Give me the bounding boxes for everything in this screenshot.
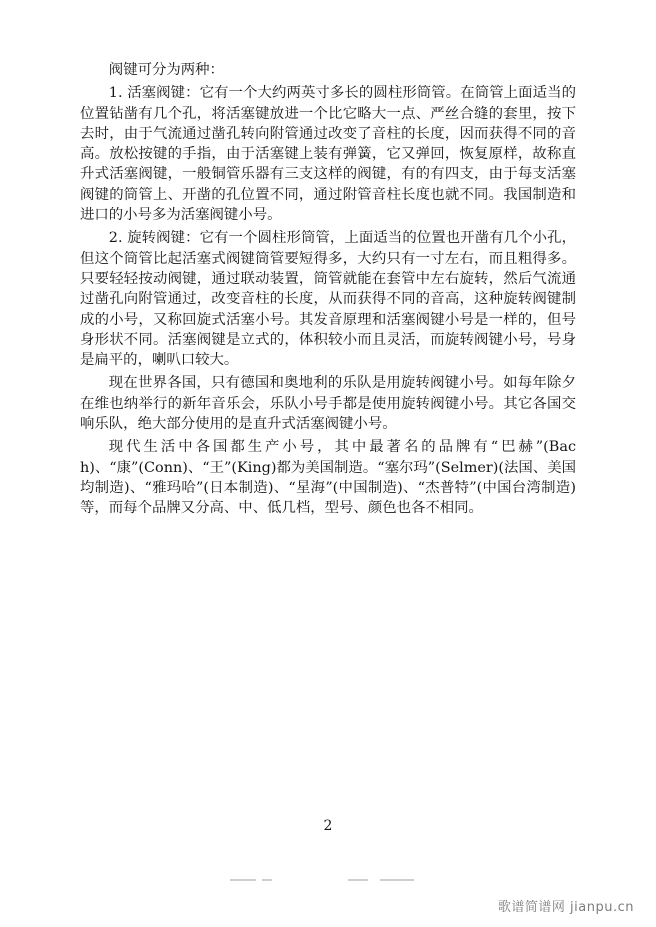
- rotary-valve-paragraph: 2. 旋转阀键：它有一个圆柱形筒管，上面适当的位置也开凿有几个小孔，但这个筒管比起活塞式阀键筒管要短得多，大约只有一寸左右，而且粗得多。只要轻轻按动阀键，通过联动装置，筒管就能在套管中左右旋转，然后气流通过凿孔向附管通过，改变音柱的长度，从而获得不同的音高，这种旋转阀键制成的小号，又称回旋式活塞小号。其发音原理和活塞阀键小号是一样的，但号身形状不同。活塞阀键是立式的，体积较小而且灵活，而旋转阀键小号，号身是扁平的，喇叭口较大。: [80, 230, 576, 369]
- brands-paragraph: 现代生活中各国都生产小号，其中最著名的品牌有“巴赫”(Bach)、“康”(Conn)、“王”(King)都为美国制造。“塞尔玛”(Selmer)(法国、美国均制造)、“雅玛哈”(日本制造)、“星海”(中国制造)、“杰普特”(中国台湾制造)等，而每个品牌又分高、中、低几档，型号、颜色也各不相同。: [80, 439, 576, 517]
- scan-artifact-marks: [230, 879, 430, 883]
- document-body: [80, 60, 576, 519]
- piston-valve-paragraph: 1. 活塞阀键：它有一个大约两英寸多长的圆柱形筒管。在筒管上面适当的位置钻凿有几个孔，将活塞键放进一个比它略大一点、严丝合缝的套里，按下去时，由于气流通过凿孔转向附管通过改变了音柱的长度，因而获得不同的音高。放松按键的手指，由于活塞键上装有弹簧，它又弹回，恢复原样，故称直升式活塞阀键，一般铜管乐器有三支这样的阀键，有的有四支，由于每支活塞阀键的筒管上、开凿的孔位置不同，通过附管音柱长度也就不同。我国制造和进口的小号多为活塞阀键小号。: [80, 85, 576, 224]
- site-watermark: 歌谱简谱网 jianpu.cn: [497, 900, 634, 915]
- orchestra-usage-paragraph: 现在世界各国，只有德国和奥地利的乐队是用旋转阀键小号。如每年除夕在维也纳举行的新年音乐会，乐队小号手都是使用旋转阀键小号。其它各国交响乐队，绝大部分使用的是直升式活塞阀键小号。: [80, 375, 576, 433]
- page-number: 2: [323, 818, 333, 834]
- intro-paragraph: 阀键可分为两种：: [108, 62, 224, 78]
